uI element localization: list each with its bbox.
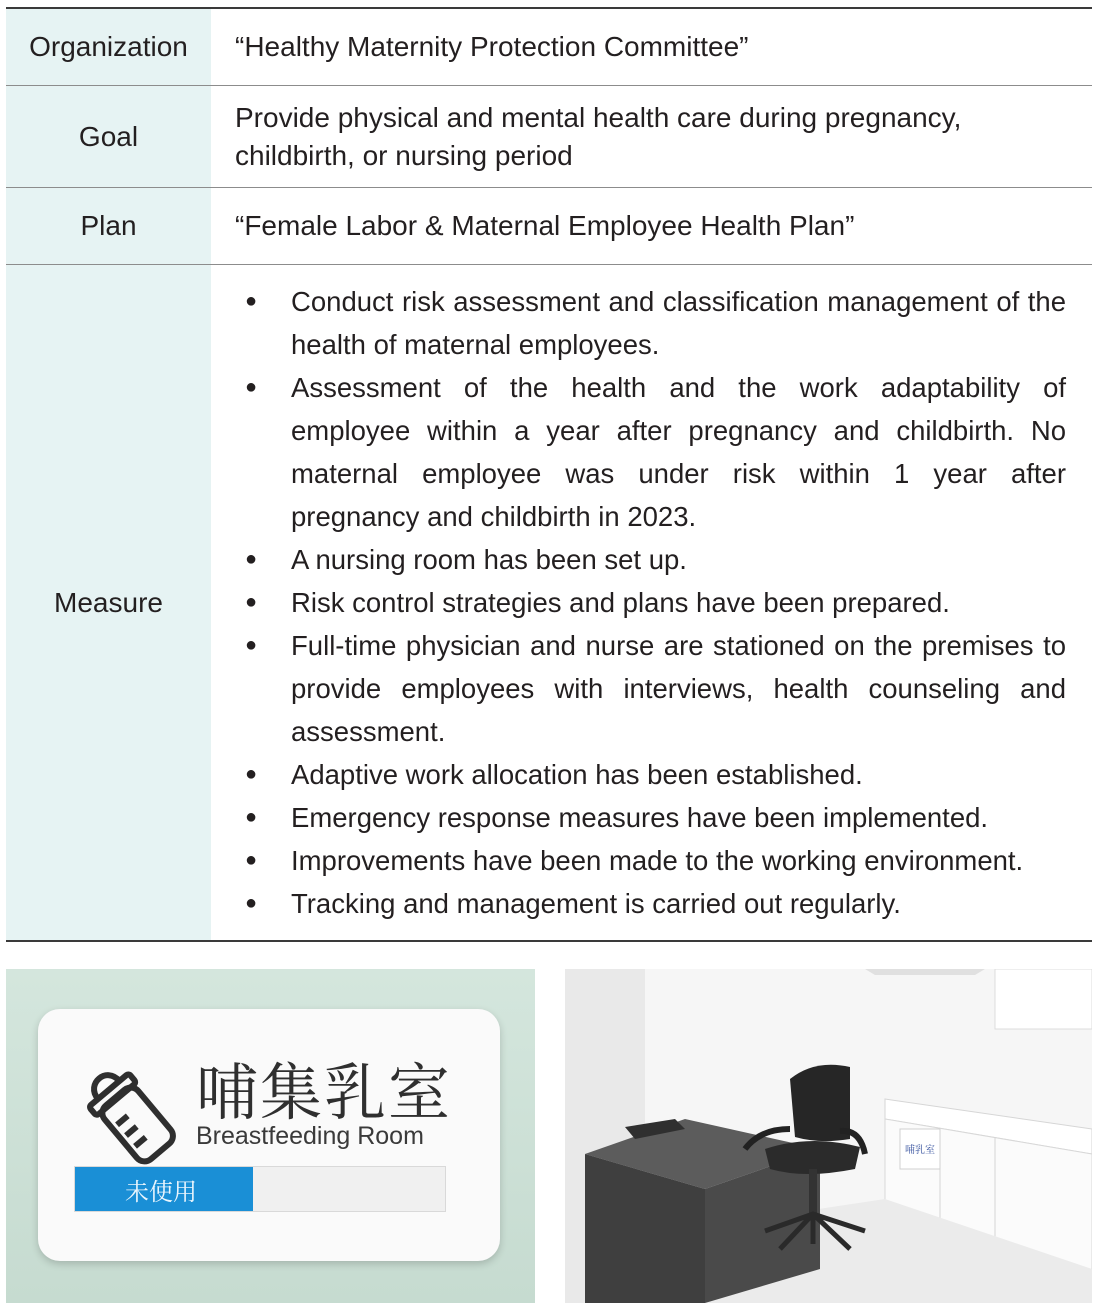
nursing-room-illustration <box>565 969 1092 1303</box>
measure-item: ● Full-time physician and nurse are stationed on the premises to provide employees with interviews, health counseling and assessment. <box>235 624 1066 753</box>
organization-row <box>6 9 1092 86</box>
measure-item: ● Improvements have been made to the working environment. <box>235 839 1066 882</box>
goal-label: Goal <box>6 86 211 187</box>
measure-item: ● Assessment of the health and the work adaptability of employee within a year after pregnancy and childbirth. No maternal employee was under risk within 1 year after pregnancy and childbirth in 2023. <box>235 366 1066 538</box>
door-sign <box>38 1009 500 1261</box>
maternity-protection-table <box>6 7 1092 942</box>
measure-value <box>211 265 1092 940</box>
sign-title-chinese: 哺集乳室 <box>196 1056 453 1129</box>
measure-item: ● Risk control strategies and plans have been prepared. <box>235 581 1066 624</box>
goal-value <box>211 86 1092 187</box>
plan-row <box>6 188 1092 265</box>
baby-bottle-icon <box>68 1053 188 1173</box>
goal-text-line1: Provide physical and mental health care during pregnancy, <box>235 101 962 133</box>
measure-row <box>6 265 1092 940</box>
measure-item: ● Adaptive work allocation has been established. <box>235 753 1066 796</box>
occupancy-status: 未使用 <box>125 1177 197 1206</box>
measure-item: ● Conduct risk assessment and classification management of the health of maternal employees. <box>235 280 1066 366</box>
breastfeeding-room-sign-photo <box>6 969 535 1303</box>
measure-item: ● A nursing room has been set up. <box>235 538 1066 581</box>
goal-text-line2: childbirth, or nursing period <box>235 139 573 171</box>
organization-text: “Healthy Maternity Protection Committee” <box>235 31 749 62</box>
cabinet-label: 哺乳室 <box>905 1145 935 1156</box>
sign-title-english: Breastfeeding Room <box>196 1122 424 1150</box>
organization-value <box>211 9 1092 85</box>
occupancy-indicator-fill <box>75 1167 253 1211</box>
goal-row <box>6 86 1092 188</box>
measure-item: ● Tracking and management is carried out regularly. <box>235 882 1066 925</box>
measure-label: Measure <box>6 265 211 940</box>
plan-label: Plan <box>6 188 211 264</box>
measure-list <box>235 280 1066 925</box>
occupancy-indicator <box>74 1166 446 1212</box>
organization-label: Organization <box>6 9 211 85</box>
plan-text: “Female Labor & Maternal Employee Health Plan” <box>235 210 855 241</box>
measure-item: ● Emergency response measures have been implemented. <box>235 796 1066 839</box>
plan-value <box>211 188 1092 264</box>
nursing-room-photo <box>565 969 1092 1303</box>
